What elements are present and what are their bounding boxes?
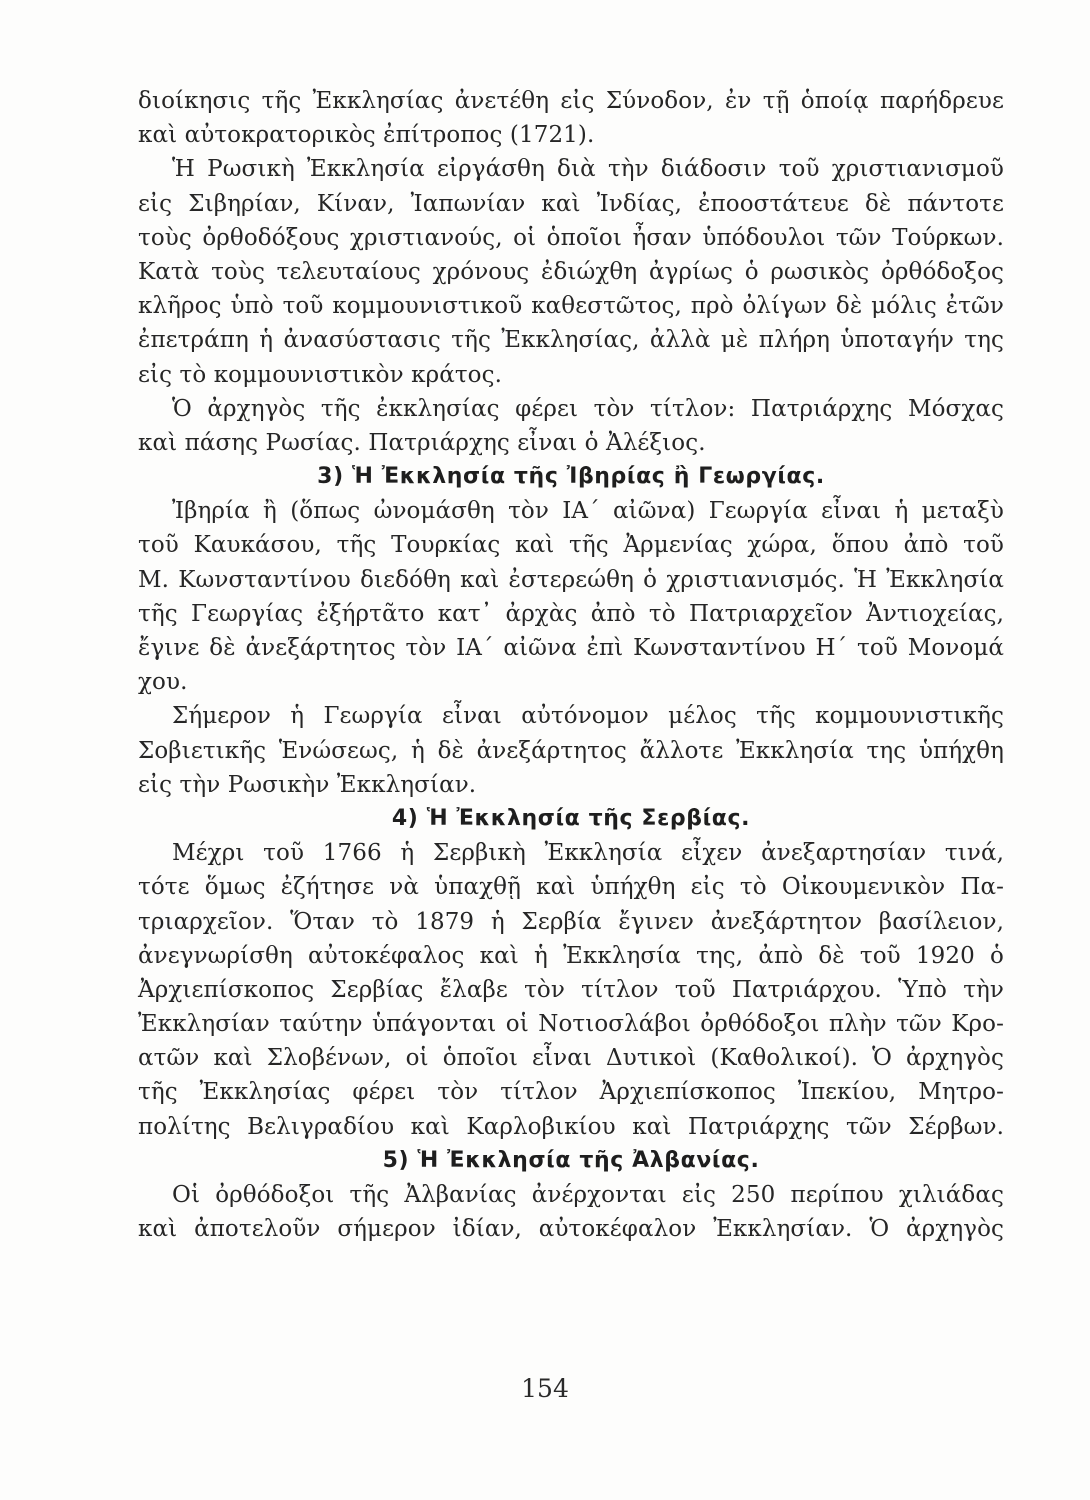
text-line-20: Σοβιετικῆς Ἑνώσεως, ἡ δὲ ἀνεξάρτητος ἄλλοτε Ἐκκλησία της ὑπήχθη bbox=[138, 737, 1004, 764]
text-line-8: ἐπετράπη ἡ ἀνασύστασις τῆς Ἐκκλησίας, ἀλλὰ μὲ πλήρη ὑποταγήν της bbox=[138, 327, 1004, 354]
text-line-24: τότε ὅμως ἐζήτησε νὰ ὑπαχθῇ καὶ ὑπήχθη εἰς τὸ Οἰκουμενικὸν Πα- bbox=[138, 874, 1004, 901]
text-line-4: εἰς Σιβηρίαν, Κίναν, Ἰαπωνίαν καὶ Ἰνδίας, ἐποοστάτευε δὲ πάντοτε bbox=[138, 190, 1004, 217]
section-heading-georgia: 3) Ἡ Ἐκκλησία τῆς Ἰβηρίας ἢ Γεωργίας. bbox=[317, 464, 825, 490]
text-line-6: Κατὰ τοὺς τελευταίους χρόνους ἐδιώχθη ἀγρίως ὁ ρωσικὸς ὀρθόδοξος bbox=[138, 258, 1004, 285]
text-line-30: τῆς Ἐκκλησίας φέρει τὸν τίτλον Ἀρχιεπίσκοπος Ἰπεκίου, Μητρο- bbox=[138, 1079, 1004, 1106]
text-line-9: εἰς τὸ κομμουνιστικὸν κράτος. bbox=[138, 361, 503, 388]
text-line-11: καὶ πάσης Ρωσίας. Πατριάρχης εἶναι ὁ Ἀλέξιος. bbox=[138, 429, 706, 456]
text-line-16: τῆς Γεωργίας ἐξήρτᾶτο κατ᾽ ἀρχὰς ἀπὸ τὸ Πατριαρχεῖον Ἀντιοχείας, bbox=[138, 600, 1004, 627]
text-line-3: Ἡ Ρωσικὴ Ἐκκλησία εἰργάσθη διὰ τὴν διάδοσιν τοῦ χριστιανισμοῦ bbox=[172, 156, 1004, 183]
text-line-19: Σήμερον ἡ Γεωργία εἶναι αὐτόνομον μέλος τῆς κομμουνιστικῆς bbox=[172, 703, 1004, 730]
text-line-14: τοῦ Καυκάσου, τῆς Τουρκίας καὶ τῆς Ἀρμενίας χώρα, ὅπου ἀπὸ τοῦ bbox=[138, 532, 1004, 559]
section-heading-serbia: 4) Ἡ Ἐκκλησία τῆς Σερβίας. bbox=[391, 805, 751, 831]
section-heading-albania: 5) Ἡ Ἐκκλησία τῆς Ἀλβανίας. bbox=[382, 1147, 760, 1173]
text-line-26: ἀνεγνωρίσθη αὐτοκέφαλος καὶ ἡ Ἐκκλησία της, ἀπὸ δὲ τοῦ 1920 ὁ bbox=[138, 942, 1004, 969]
text-line-18: χου. bbox=[138, 669, 188, 696]
text-line-13: Ἰβηρία ἢ (ὅπως ὠνομάσθη τὸν ΙΑ΄ αἰῶνα) Γεωργία εἶναι ἡ μεταξὺ bbox=[172, 498, 1004, 525]
text-line-27: Ἀρχιεπίσκοπος Σερβίας ἔλαβε τὸν τίτλον τοῦ Πατριάρχου. Ὑπὸ τὴν bbox=[138, 976, 1004, 1003]
text-line-33: Οἱ ὀρθόδοξοι τῆς Ἀλβανίας ἀνέρχονται εἰς 250 περίπου χιλιάδας bbox=[172, 1182, 1004, 1208]
text-line-25: τριαρχεῖον. Ὅταν τὸ 1879 ἡ Σερβία ἔγινεν ἀνεξάρτητον βασίλειον, bbox=[138, 908, 1004, 935]
text-line-28: Ἐκκλησίαν ταύτην ὑπάγονται οἱ Νοτιοσλάβοι ὀρθόδοξοι πλὴν τῶν Κρο- bbox=[138, 1011, 1004, 1038]
text-line-15: Μ. Κωνσταντίνου διεδόθη καὶ ἐστερεώθη ὁ χριστιανισμός. Ἡ Ἐκκλησία bbox=[138, 566, 1004, 593]
text-line-2: καὶ αὐτοκρατορικὸς ἐπίτροπος (1721). bbox=[138, 122, 595, 149]
text-line-34: καὶ ἀποτελοῦν σήμερον ἰδίαν, αὐτοκέφαλον Ἐκκλησίαν. Ὁ ἀρχηγὸς bbox=[138, 1216, 1004, 1243]
text-line-21: εἰς τὴν Ρωσικὴν Ἐκκλησίαν. bbox=[138, 771, 477, 798]
text-line-17: ἔγινε δὲ ἀνεξάρτητος τὸν ΙΑ΄ αἰῶνα ἐπὶ Κωνσταντίνου Η΄ τοῦ Μονομά bbox=[138, 635, 1004, 661]
text-line-23: Μέχρι τοῦ 1766 ἡ Σερβικὴ Ἐκκλησία εἶχεν ἀνεξαρτησίαν τινά, bbox=[172, 840, 1004, 867]
text-line-29: ατῶν καὶ Σλοβένων, οἱ ὁποῖοι εἶναι Δυτικοὶ (Καθολικοί). Ὁ ἀρχηγὸς bbox=[138, 1045, 1004, 1072]
text-line-1: διοίκησις τῆς Ἐκκλησίας ἀνετέθη εἰς Σύνοδον, ἐν τῇ ὁποίᾳ παρήδρευε bbox=[138, 88, 1004, 114]
text-line-10: Ὁ ἀρχηγὸς τῆς ἐκκλησίας φέρει τὸν τίτλον: Πατριάρχης Μόσχας bbox=[172, 395, 1004, 422]
page-number: 154 bbox=[521, 1374, 569, 1403]
text-block bbox=[138, 84, 1004, 1246]
text-line-5: τοὺς ὀρθοδόξους χριστιανούς, οἱ ὁποῖοι ἦσαν ὑπόδουλοι τῶν Τούρκων. bbox=[138, 224, 1004, 251]
text-line-31: πολίτης Βελιγραδίου καὶ Καρλοβικίου καὶ Πατριάρχης τῶν Σέρβων. bbox=[138, 1113, 1004, 1140]
text-line-7: κλῆρος ὑπὸ τοῦ κομμουνιστικοῦ καθεστῶτος, πρὸ ὀλίγων δὲ μόλις ἐτῶν bbox=[138, 293, 1004, 320]
